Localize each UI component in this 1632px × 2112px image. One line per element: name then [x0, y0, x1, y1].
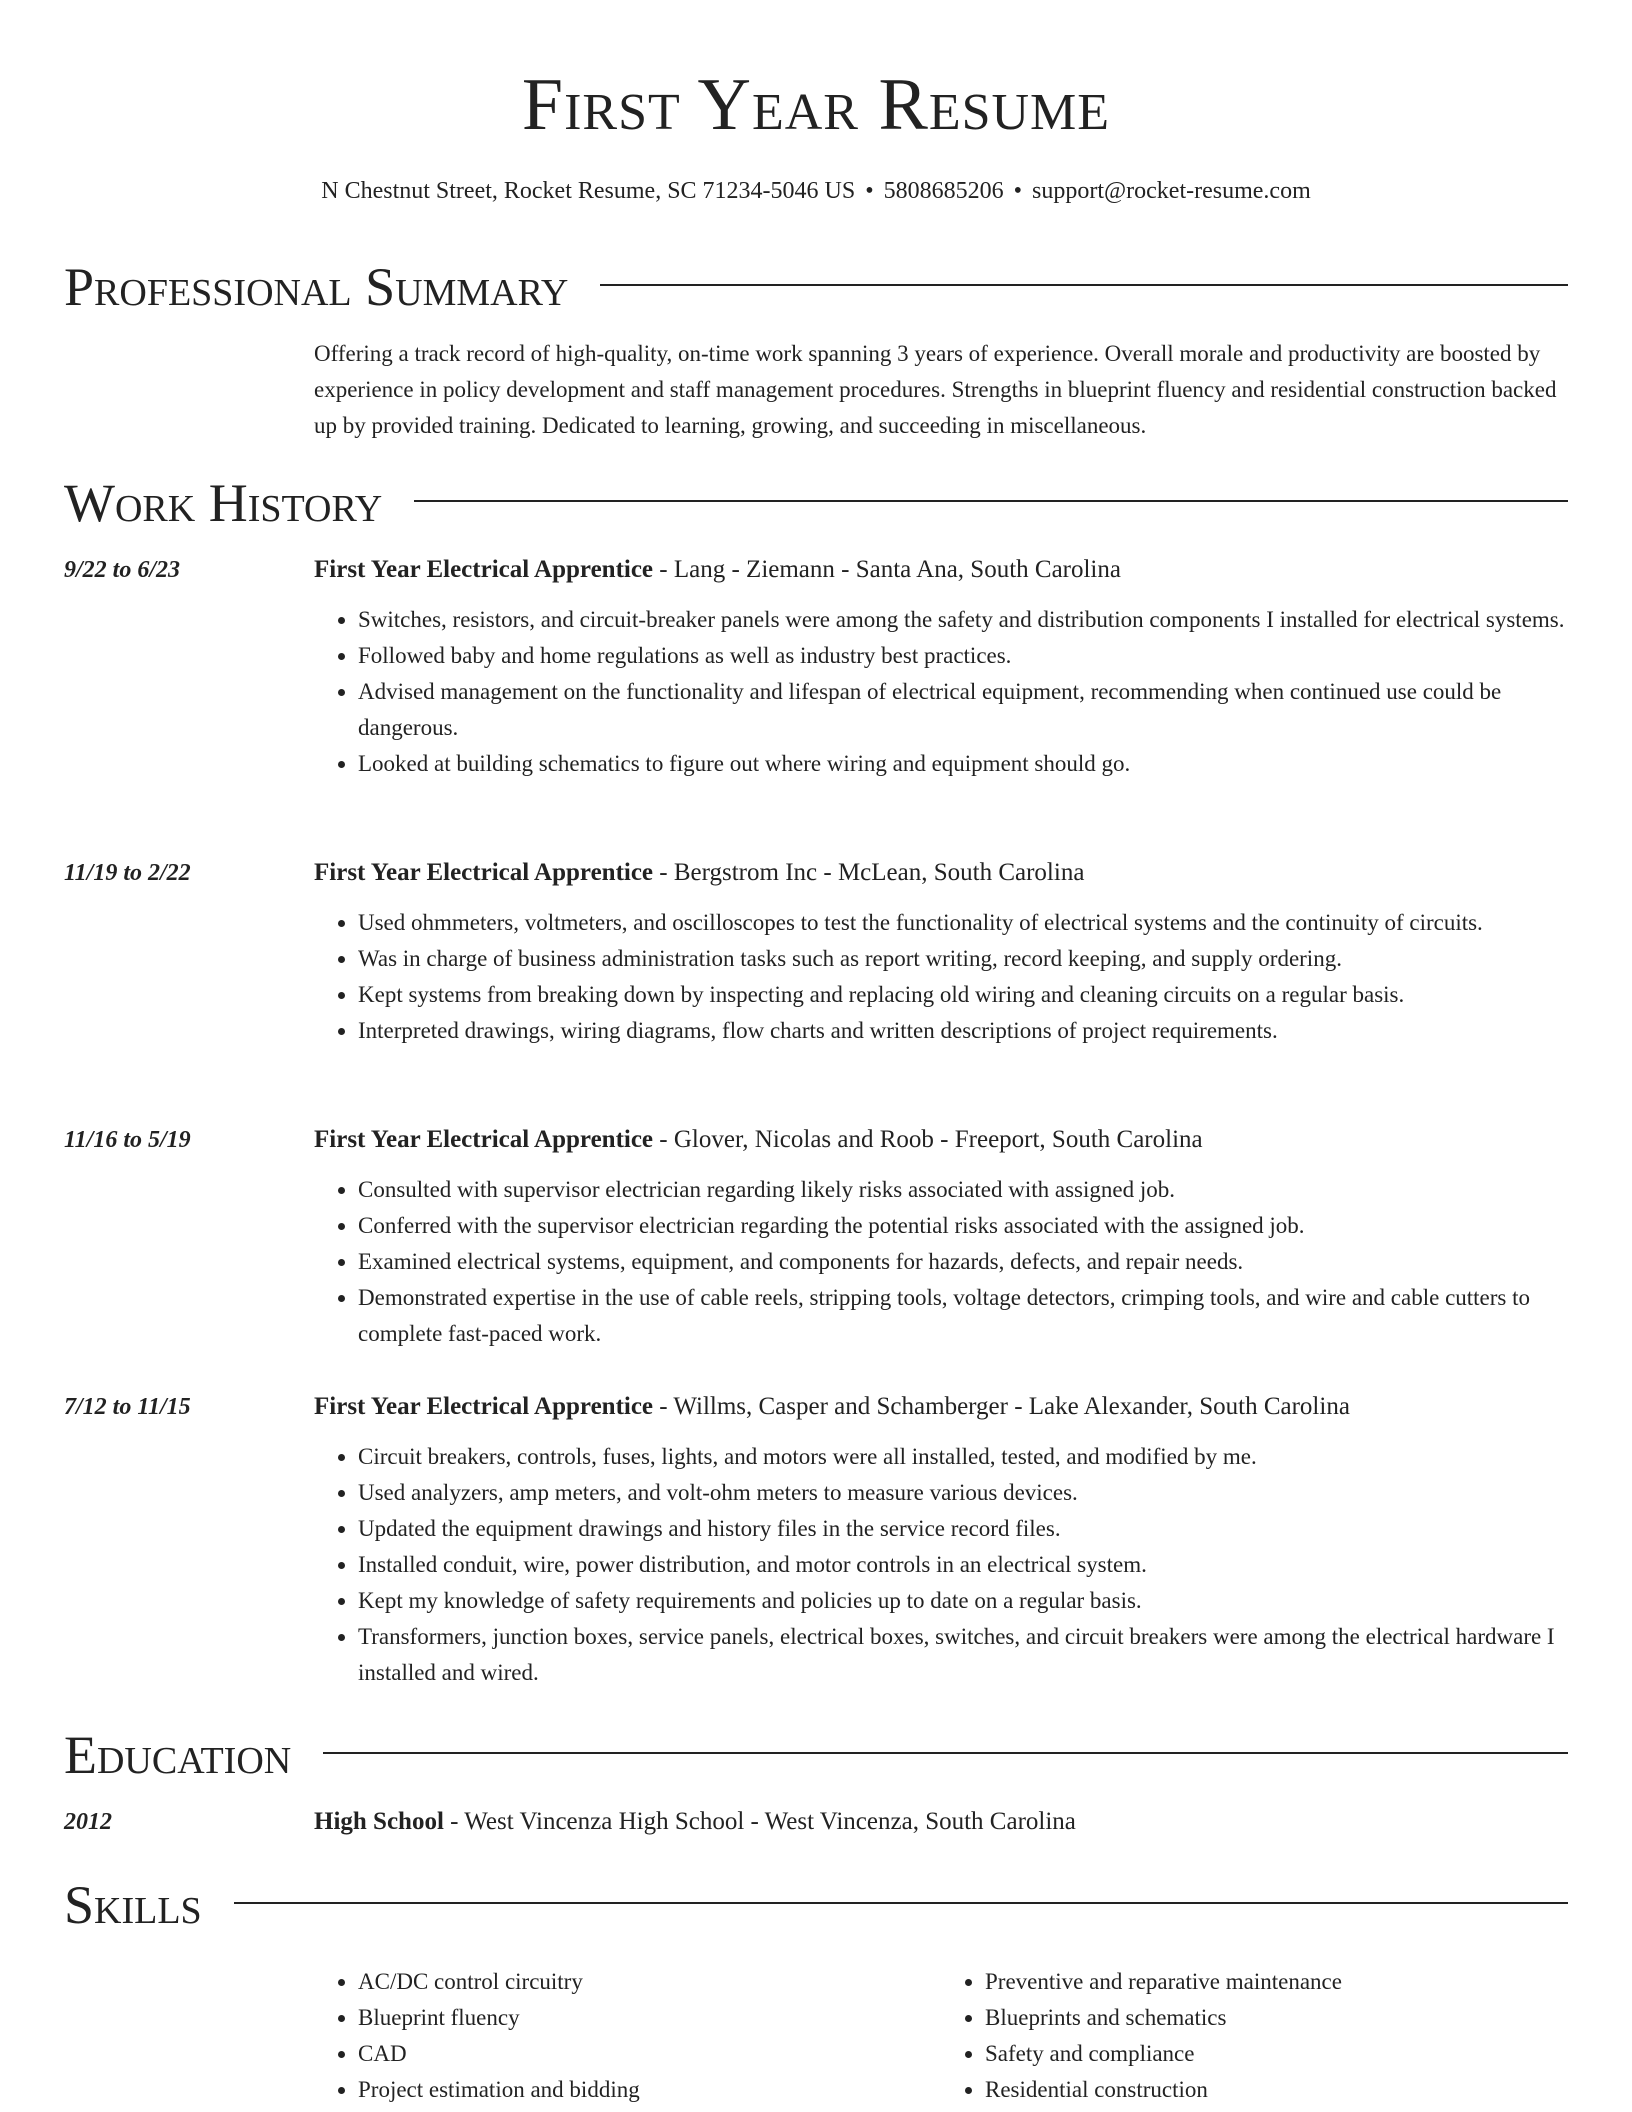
job-bullet: • Looked at building schematics to figure out where wiring and equipment should go. — [358, 746, 1568, 782]
job-heading — [314, 552, 1568, 588]
skills-columns — [314, 1964, 1568, 2108]
skills-section-header — [64, 1874, 1568, 1936]
section-divider — [323, 1752, 1568, 1754]
section-divider — [414, 500, 1568, 502]
job-body — [314, 855, 1568, 1049]
job-title: First Year Electrical Apprentice — [314, 1126, 654, 1153]
job-bullet: • Was in charge of business administration tasks such as report writing, record keeping, and supply ordering. — [358, 941, 1568, 977]
resume-name: First Year Resume — [521, 64, 1111, 146]
job-bullets — [314, 1172, 1568, 1352]
section-divider — [600, 284, 1568, 286]
skills-list-right — [941, 1964, 1568, 2108]
job-bullet: • Switches, resistors, and circuit-breaker panels were among the safety and distribution components I installed for electrical systems. — [358, 602, 1568, 638]
job-bullets — [314, 602, 1568, 782]
job-bullet: • Examined electrical systems, equipment, and components for hazards, defects, and repair needs. — [358, 1244, 1568, 1280]
skills-list-left — [314, 1964, 941, 2108]
job-dates: 11/19 to 2/22 — [64, 860, 191, 886]
job-bullet: • Demonstrated expertise in the use of cable reels, stripping tools, voltage detectors, crimping tools, and wire and cable cutters to complete fast-paced work. — [358, 1280, 1568, 1352]
job-bullet: • Circuit breakers, controls, fuses, lights, and motors were all installed, tested, and modified by me. — [358, 1439, 1568, 1475]
job-title: First Year Electrical Apprentice — [314, 859, 654, 886]
skill-item: • Residential construction — [985, 2072, 1568, 2108]
work-heading: Work History — [64, 473, 383, 533]
job-bullet: • Interpreted drawings, wiring diagrams, flow charts and written descriptions of project requirements. — [358, 1013, 1568, 1049]
skill-item: • Blueprints and schematics — [985, 2000, 1568, 2036]
job-bullets — [314, 1439, 1568, 1691]
job-heading — [314, 1389, 1568, 1425]
job-details: - Lang - Ziemann - Santa Ana, South Carolina — [653, 556, 1121, 583]
skills-heading: Skills — [64, 1875, 202, 1935]
work-section-header — [64, 472, 1568, 534]
job-bullet: • Updated the equipment drawings and history files in the service record files. — [358, 1511, 1568, 1547]
skill-item: • AC/DC control circuitry — [358, 1964, 941, 2000]
job-details: - Bergstrom Inc - McLean, South Carolina — [653, 859, 1085, 886]
job-details: - Glover, Nicolas and Roob - Freeport, South Carolina — [653, 1126, 1203, 1153]
job-dates: 11/16 to 5/19 — [64, 1127, 191, 1153]
skill-item: • Project estimation and bidding — [358, 2072, 941, 2108]
education-degree: High School — [314, 1808, 444, 1835]
contact-address: N Chestnut Street, Rocket Resume, SC 71234-5046 US — [321, 178, 856, 204]
job-body — [314, 1122, 1568, 1352]
skill-item: • Preventive and reparative maintenance — [985, 1964, 1568, 2000]
skill-item: • Safety and compliance — [985, 2036, 1568, 2072]
education-year: 2012 — [64, 1809, 112, 1835]
contact-line — [64, 176, 1568, 206]
job-bullets — [314, 905, 1568, 1049]
job-bullet: • Transformers, junction boxes, service panels, electrical boxes, switches, and circuit breakers were among the electrical hardware I installed and wired. — [358, 1619, 1568, 1691]
job-bullet: • Used analyzers, amp meters, and volt-ohm meters to measure various devices. — [358, 1475, 1568, 1511]
job-dates: 9/22 to 6/23 — [64, 557, 181, 583]
job-bullet: • Kept my knowledge of safety requirements and policies up to date on a regular basis. — [358, 1583, 1568, 1619]
contact-separator: • — [865, 178, 874, 204]
contact-separator: • — [1013, 178, 1023, 204]
contact-phone: 5808685206 — [883, 178, 1004, 204]
job-bullet: • Followed baby and home regulations as well as industry best practices. — [358, 638, 1568, 674]
job-dates: 7/12 to 11/15 — [64, 1394, 191, 1420]
contact-email: support@rocket-resume.com — [1032, 178, 1311, 204]
job-body — [314, 1389, 1568, 1691]
job-title: First Year Electrical Apprentice — [314, 1393, 654, 1420]
job-heading — [314, 1122, 1568, 1158]
education-line — [314, 1804, 1568, 1840]
job-bullet: • Used ohmmeters, voltmeters, and oscilloscopes to test the functionality of electrical systems and the continuity of circuits. — [358, 905, 1568, 941]
summary-section-header — [64, 256, 1568, 318]
education-section-header — [64, 1724, 1568, 1786]
skill-item: • Blueprint fluency — [358, 2000, 941, 2036]
job-bullet: • Kept systems from breaking down by inspecting and replacing old wiring and cleaning circuits on a regular basis. — [358, 977, 1568, 1013]
education-body — [314, 1804, 1568, 1840]
summary-heading: Professional Summary — [64, 257, 569, 317]
job-bullet: • Conferred with the supervisor electrician regarding the potential risks associated with the assigned job. — [358, 1208, 1568, 1244]
summary-text: Offering a track record of high-quality, on-time work spanning 3 years of experience. Overall morale and productivity are boosted by experience in policy development and staff management procedures. Strengths in blueprint fluency and residential construction backed up by provided training. Dedicated to learning, growing, and succeeding in miscellaneous. — [314, 341, 1557, 438]
job-details: - Willms, Casper and Schamberger - Lake Alexander, South Carolina — [653, 1393, 1350, 1420]
job-body — [314, 552, 1568, 782]
job-title: First Year Electrical Apprentice — [314, 556, 654, 583]
job-bullet: • Installed conduit, wire, power distribution, and motor controls in an electrical system. — [358, 1547, 1568, 1583]
section-divider — [234, 1902, 1568, 1904]
skill-item: • CAD — [358, 2036, 941, 2072]
education-heading: Education — [64, 1725, 292, 1785]
job-heading — [314, 855, 1568, 891]
job-bullet: • Consulted with supervisor electrician regarding likely risks associated with assigned job. — [358, 1172, 1568, 1208]
job-bullet: • Advised management on the functionality and lifespan of electrical equipment, recommending when continued use could be dangerous. — [358, 674, 1568, 746]
education-details: - West Vincenza High School - West Vincenza, South Carolina — [443, 1808, 1076, 1835]
